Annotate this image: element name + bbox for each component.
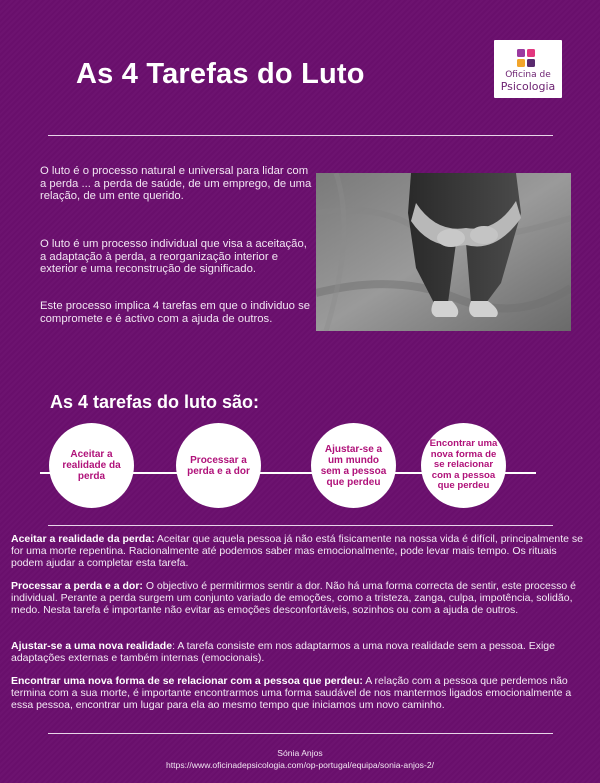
page-title: As 4 Tarefas do Luto xyxy=(76,58,365,90)
detail-heading-3: Ajustar-se a uma nova realidade xyxy=(11,640,173,652)
tasks-heading: As 4 tarefas do luto são: xyxy=(50,392,260,412)
divider-bottom xyxy=(48,733,553,734)
detail-paragraph-2 xyxy=(11,580,585,617)
detail-heading-2: Processar a perda e a dor: xyxy=(11,580,143,592)
detail-text-1: Aceitar que aquela pessoa já não está fisicamente na nossa vida é difícil, principalmente se for uma morte repentina. Racionalmente até podemos saber mas emocionalmente, pode levar mais tempo. Os rituais podem ajudar a completar esta tarefa. xyxy=(11,533,583,570)
detail-text-4: A relação com a pessoa que perdemos não termina com a sua morte, é importante encontrarmos uma forma saudável de nos mantermos ligados emocionalmente a essa pessoa, encontrar um lugar para ela ao mesmo tempo que iniciamos um novo caminho. xyxy=(11,675,572,712)
detail-heading-4: Encontrar uma nova forma de se relacionar com a pessoa que perdeu: xyxy=(11,675,363,687)
footer-url-link[interactable]: https://www.oficinadepsicologia.com/op-portugal/equipa/sonia-anjos-2/ xyxy=(166,760,434,770)
detail-paragraph-1 xyxy=(11,533,585,570)
intro-paragraph-1: O luto é o processo natural e universal para lidar com a perda ... a perda de saúde, de um emprego, de uma relação, de um ente querido. xyxy=(40,165,312,203)
detail-paragraph-4 xyxy=(11,675,585,712)
brand-logo[interactable] xyxy=(494,40,562,98)
logo-line-1: Oficina de xyxy=(505,70,551,80)
intro-paragraph-2: O luto é um processo individual que visa a aceitação, a adaptação à perda, a reorganização interior e exterior e uma reconstrução de significado. xyxy=(40,238,307,276)
task-circle-1: Aceitar a realidade da perda xyxy=(49,423,134,508)
task-circle-2: Processar a perda e a dor xyxy=(176,423,261,508)
divider-middle xyxy=(48,525,553,526)
task-circle-4: Encontrar uma nova forma de se relacionar com a pessoa que perdeu xyxy=(421,423,506,508)
intro-paragraph-3: Este processo implica 4 tarefas em que o individuo se compromete e é activo com a ajuda de outros. xyxy=(40,300,311,325)
detail-text-2: O objectivo é permitirmos sentir a dor. Não há uma forma correcta de sentir, este processo é individual. Perante a perda surgem um conjunto variado de emoções, como a tristeza, zanga, culpa, impotência, solidão, medo. Nesta tarefa é importante não evitar as emoções desconfortáveis, sozinhos ou com a ajuda de outros. xyxy=(11,580,576,617)
divider-top xyxy=(48,135,553,136)
detail-heading-1: Aceitar a realidade da perda: xyxy=(11,533,155,545)
task-circle-3: Ajustar-se a um mundo sem a pessoa que perdeu xyxy=(311,423,396,508)
detail-paragraph-3 xyxy=(11,640,585,664)
logo-line-2: Psicologia xyxy=(500,80,556,93)
grief-photo xyxy=(316,173,571,331)
footer-author: Sónia Anjos xyxy=(277,748,323,758)
detail-text-3: : A tarefa consiste em nos adaptarmos a uma nova realidade sem a pessoa. Exige adaptações externas e também internas (emocionais). xyxy=(11,640,555,665)
